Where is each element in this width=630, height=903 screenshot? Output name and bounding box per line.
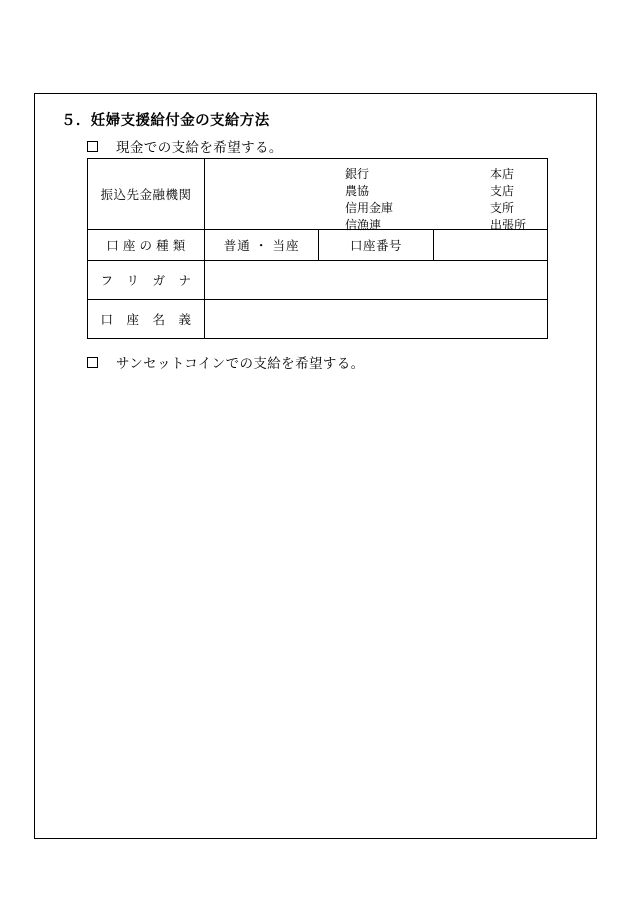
document-page <box>34 93 597 839</box>
institution-type-4: 信漁連 <box>345 218 382 233</box>
institution-branch-2: 支店 <box>490 184 515 199</box>
page-title: ５．妊婦支援給付金の支給方法 <box>61 113 270 129</box>
checkbox-cash-icon[interactable] <box>87 141 98 152</box>
account-kind-value[interactable]: 普通 ・ 当座 <box>205 230 319 261</box>
account-kind-label: 口 座 の 種 類 <box>88 230 205 261</box>
institution-branch-list <box>490 166 526 234</box>
table-row <box>88 261 548 300</box>
table-row <box>88 300 548 339</box>
option-cash-row[interactable] <box>87 136 283 156</box>
account-number-label: 口座番号 <box>319 230 433 261</box>
account-name-value[interactable] <box>205 300 548 339</box>
table-row <box>88 159 548 230</box>
furigana-value[interactable] <box>205 261 548 300</box>
institution-branch-1: 本店 <box>490 167 515 181</box>
option-cash-label: 現金での支給を希望する。 <box>116 140 283 155</box>
institution-type-3: 信用金庫 <box>345 201 394 216</box>
table-row <box>88 230 548 261</box>
institution-type-list <box>345 166 393 234</box>
option-coin-row[interactable] <box>87 352 365 372</box>
account-number-value[interactable] <box>433 230 547 261</box>
institution-type-2: 農協 <box>345 184 370 199</box>
institution-label: 振込先金融機関 <box>88 159 205 230</box>
institution-branch-4: 出張所 <box>490 218 527 233</box>
institution-value-cell[interactable] <box>205 159 548 233</box>
furigana-label: フ リ ガ ナ <box>88 261 205 300</box>
institution-branch-3: 支所 <box>490 201 515 216</box>
option-coin-label: サンセットコインでの支給を希望する。 <box>116 356 365 371</box>
checkbox-coin-icon[interactable] <box>87 357 98 368</box>
account-name-label: 口 座 名 義 <box>88 300 205 339</box>
institution-type-1: 銀行 <box>345 167 370 181</box>
bank-account-table <box>87 158 548 339</box>
